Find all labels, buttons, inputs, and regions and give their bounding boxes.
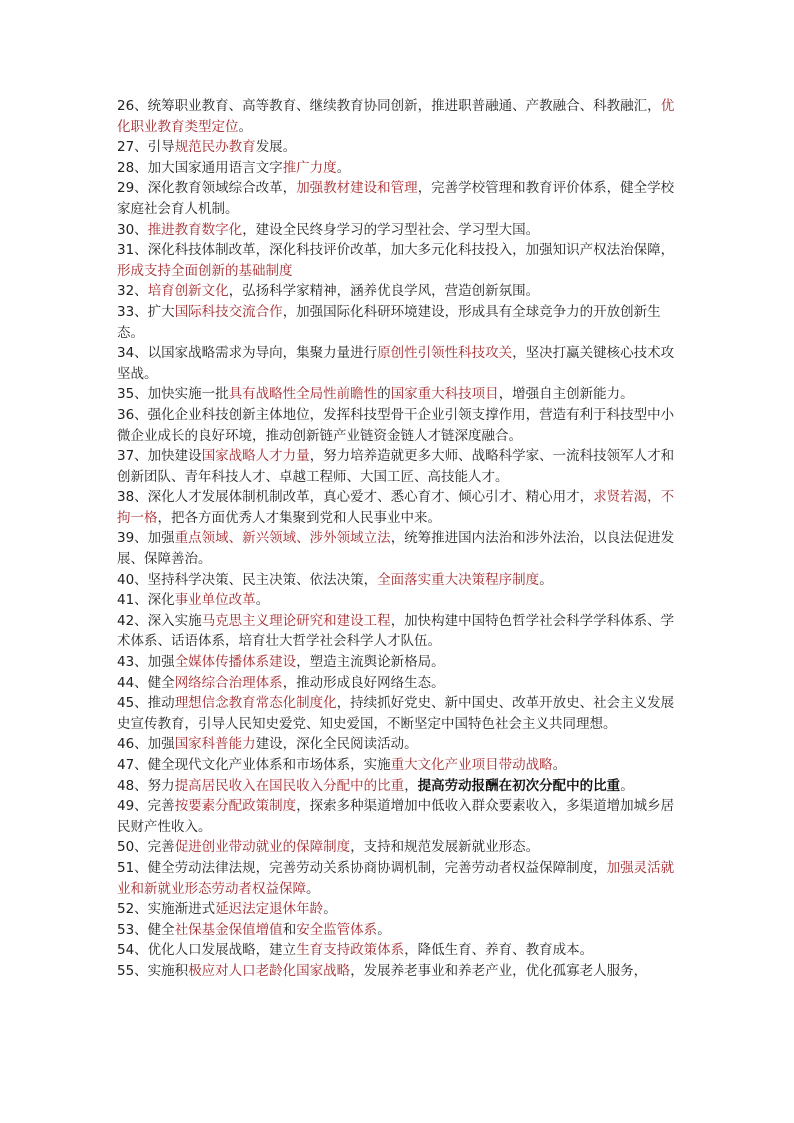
text-segment: 40、坚持科学决策、民主决策、依法决策，: [117, 571, 378, 588]
list-item: [117, 384, 679, 405]
text-segment: 42、深入实施: [117, 612, 202, 629]
list-item: [117, 405, 679, 446]
list-item: [117, 693, 679, 734]
text-segment: 建设，深化全民阅读活动。: [255, 736, 418, 753]
highlighted-text: 国家科普能力: [174, 736, 256, 753]
text-segment: 35、加快实施一批: [117, 386, 229, 403]
text-segment: 51、健全劳动法律法规，完善劳动关系协商协调机制，完善劳动者权益保障制度，: [117, 859, 607, 876]
text-segment: ，坚决打赢关键核心技术攻坚战。: [117, 345, 675, 382]
text-segment: ，把各方面优秀人才集聚到党和人民事业中来。: [157, 509, 441, 526]
text-segment: ，: [404, 777, 418, 794]
highlighted-text: 原创性引领性科技攻关: [377, 345, 513, 362]
text-segment: 37、加快建设: [117, 448, 202, 465]
highlighted-text: 求贤若渴，不拘一格: [117, 489, 675, 526]
text-segment: 47、健全现代文化产业体系和市场体系，实施: [117, 757, 391, 773]
list-item: [117, 652, 679, 673]
list-item: [117, 920, 679, 941]
highlighted-text: 马克思主义理论研究和建设工程: [201, 612, 391, 629]
list-item: [117, 240, 679, 281]
highlighted-text: 理想信念教育常态化制度化: [174, 695, 337, 712]
text-segment: 52、实施渐进式: [117, 901, 216, 918]
highlighted-text: 社保基金保值增值: [174, 921, 283, 938]
list-item: [117, 776, 679, 797]
text-segment: 的: [377, 386, 391, 403]
list-item: [117, 961, 679, 982]
highlighted-text: 按要素分配政策制度: [174, 798, 297, 815]
highlighted-text: 网络综合治理体系: [174, 674, 283, 691]
text-segment: 36、强化企业科技创新主体地位，发挥科技型骨干企业引领支撑作用，营造有利于科技型中小微企业成长的良好环境，推动创新链产业链资金链人才链深度融合。: [117, 406, 675, 444]
text-segment: 。: [323, 901, 337, 918]
text-segment: ，弘扬科学家精神，涵养优良学风，营造创新氛围。: [228, 283, 540, 300]
highlighted-text: 加强灵活就业和新就业形态劳动者权益保障: [117, 859, 675, 897]
text-segment: 48、努力: [117, 777, 175, 794]
list-item: [117, 611, 679, 652]
text-segment: 50、完善: [117, 839, 175, 856]
highlighted-text: 重大文化产业项目带动战略: [390, 757, 553, 773]
text-segment: 和: [282, 921, 297, 938]
list-item: [117, 755, 679, 776]
text-segment: 28、加大国家通用语言文字: [117, 159, 283, 176]
list-item: [117, 570, 679, 591]
highlighted-text: 生育支持政策体系: [296, 942, 405, 959]
highlighted-text: 国家战略人才力量: [201, 448, 310, 465]
list-item: [117, 673, 679, 694]
text-segment: ，降低生育、养育、教育成本。: [404, 942, 594, 959]
highlighted-text: 促进创业带动就业的保障制度: [174, 839, 351, 856]
text-segment: 54、优化人口发展战略，建立: [117, 942, 297, 959]
text-segment: 。: [255, 592, 270, 609]
text-segment: ，持续抓好党史、新中国史、改革开放史、社会主义发展史宣传教育，引导人民知史爱党、知史爱国，不断坚定中国特色社会主义共同理想。: [117, 695, 675, 732]
list-item: [117, 446, 679, 487]
text-segment: 发展。: [255, 139, 297, 156]
highlighted-text: 事业单位改革: [174, 592, 256, 609]
text-segment: 。: [539, 571, 553, 588]
text-segment: ，塑造主流舆论新格局。: [296, 654, 445, 671]
highlighted-text: 培育创新文化: [147, 283, 229, 300]
list-item: [117, 158, 679, 179]
list-item: [117, 528, 679, 569]
highlighted-text: 延迟法定退休年龄: [215, 901, 324, 918]
highlighted-text: 加强教材建设和管理: [296, 180, 418, 197]
list-item: [117, 137, 679, 158]
highlighted-text: 具有战略性全局性前瞻性: [228, 386, 378, 403]
highlighted-text: 规范民办教育: [174, 139, 256, 156]
highlighted-text: 安全监管体系: [296, 921, 378, 938]
document-body: [117, 96, 679, 982]
list-item: [117, 940, 679, 961]
list-item: [117, 590, 679, 611]
list-item: [117, 858, 679, 899]
text-segment: 。: [377, 921, 391, 938]
text-segment: ，加强国际化科研环境建设，形成具有全球竞争力的开放创新生态。: [117, 303, 661, 341]
text-segment: 45、推动: [117, 695, 175, 712]
text-segment: 49、完善: [117, 798, 175, 815]
text-segment: 29、深化教育领域综合改革，: [117, 180, 297, 197]
list-item: [117, 734, 679, 755]
list-item: [117, 178, 679, 219]
list-item: [117, 899, 679, 920]
list-item: [117, 302, 679, 343]
list-item: [117, 343, 679, 384]
highlighted-text: 国家重大科技项目: [390, 386, 499, 403]
bold-text: 提高劳动报酬在初次分配中的比重: [417, 777, 621, 794]
text-segment: 55、实施积: [117, 962, 189, 979]
text-segment: ，支持和规范发展新就业形态。: [350, 839, 540, 856]
text-segment: 38、深化人才发展体制机制改革，真心爱才、悉心育才、倾心引才、精心用才，: [117, 489, 594, 506]
text-segment: 33、扩大: [117, 303, 175, 320]
list-item: [117, 796, 679, 837]
list-item: [117, 96, 679, 137]
text-segment: 26、统筹职业教育、高等教育、继续教育协同创新，推进职普融通、产教融合、科教融汇，: [117, 98, 661, 114]
highlighted-text: 提高居民收入在国民收入分配中的比重: [174, 777, 405, 794]
text-segment: 。: [336, 159, 351, 176]
text-segment: 44、健全: [117, 674, 175, 691]
highlighted-text: 优化职业教育类型定位: [117, 98, 675, 135]
text-segment: 46、加强: [117, 736, 175, 753]
text-segment: ，增强自主创新能力。: [498, 386, 634, 403]
list-item: [117, 487, 679, 528]
list-item: [117, 220, 679, 241]
text-segment: 43、加强: [117, 654, 175, 671]
text-segment: 34、以国家战略需求为导向，集聚力量进行: [117, 345, 378, 362]
text-segment: 41、深化: [117, 592, 175, 609]
text-segment: 30、: [117, 221, 148, 238]
list-item: [117, 837, 679, 858]
text-segment: 53、健全: [117, 921, 175, 938]
text-segment: ，发展养老事业和养老产业，优化孤寡老人服务，: [350, 962, 648, 979]
highlighted-text: 重点领域、新兴领域、涉外领域立法: [174, 530, 391, 547]
highlighted-text: 推进教育数字化: [147, 221, 243, 238]
text-segment: 31、深化科技体制改革，深化科技评价改革，加大多元化科技投入，加强知识产权法治保障，: [117, 242, 675, 259]
text-segment: 32、: [117, 283, 148, 300]
list-item: [117, 281, 679, 302]
highlighted-text: 形成支持全面创新的基础制度: [117, 262, 293, 279]
text-segment: ，推动形成良好网络生态。: [282, 674, 445, 691]
highlighted-text: 极应对人口老龄化国家战略: [188, 962, 351, 979]
text-segment: 39、加强: [117, 530, 175, 547]
text-segment: ，加快构建中国特色哲学社会科学学科体系、学术体系、话语体系，培育壮大哲学社会科学人才队伍。: [117, 612, 675, 650]
text-segment: 。: [552, 757, 567, 773]
text-segment: 。: [306, 880, 320, 897]
text-segment: ，统筹推进国内法治和涉外法治，以良法促进发展、保障善治。: [117, 530, 675, 568]
highlighted-text: 全媒体传播体系建设: [174, 654, 297, 671]
text-segment: ，完善学校管理和教育评价体系，健全学校家庭社会育人机制。: [117, 180, 675, 217]
highlighted-text: 国际科技交流合作: [174, 303, 283, 320]
text-segment: ，建设全民终身学习的学习型社会、学习型大国。: [242, 221, 540, 238]
text-segment: ，努力培养造就更多大师、战略科学家、一流科技领军人才和创新团队、青年科技人才、卓越工程师、大国工匠、高技能人才。: [117, 448, 675, 485]
highlighted-text: 推广力度: [282, 159, 337, 176]
text-segment: 。: [620, 777, 634, 794]
highlighted-text: 全面落实重大决策程序制度: [377, 571, 540, 588]
text-segment: 。: [238, 118, 252, 135]
text-segment: ，探索多种渠道增加中低收入群众要素收入，多渠道增加城乡居民财产性收入。: [117, 798, 675, 835]
text-segment: 27、引导: [117, 139, 175, 156]
